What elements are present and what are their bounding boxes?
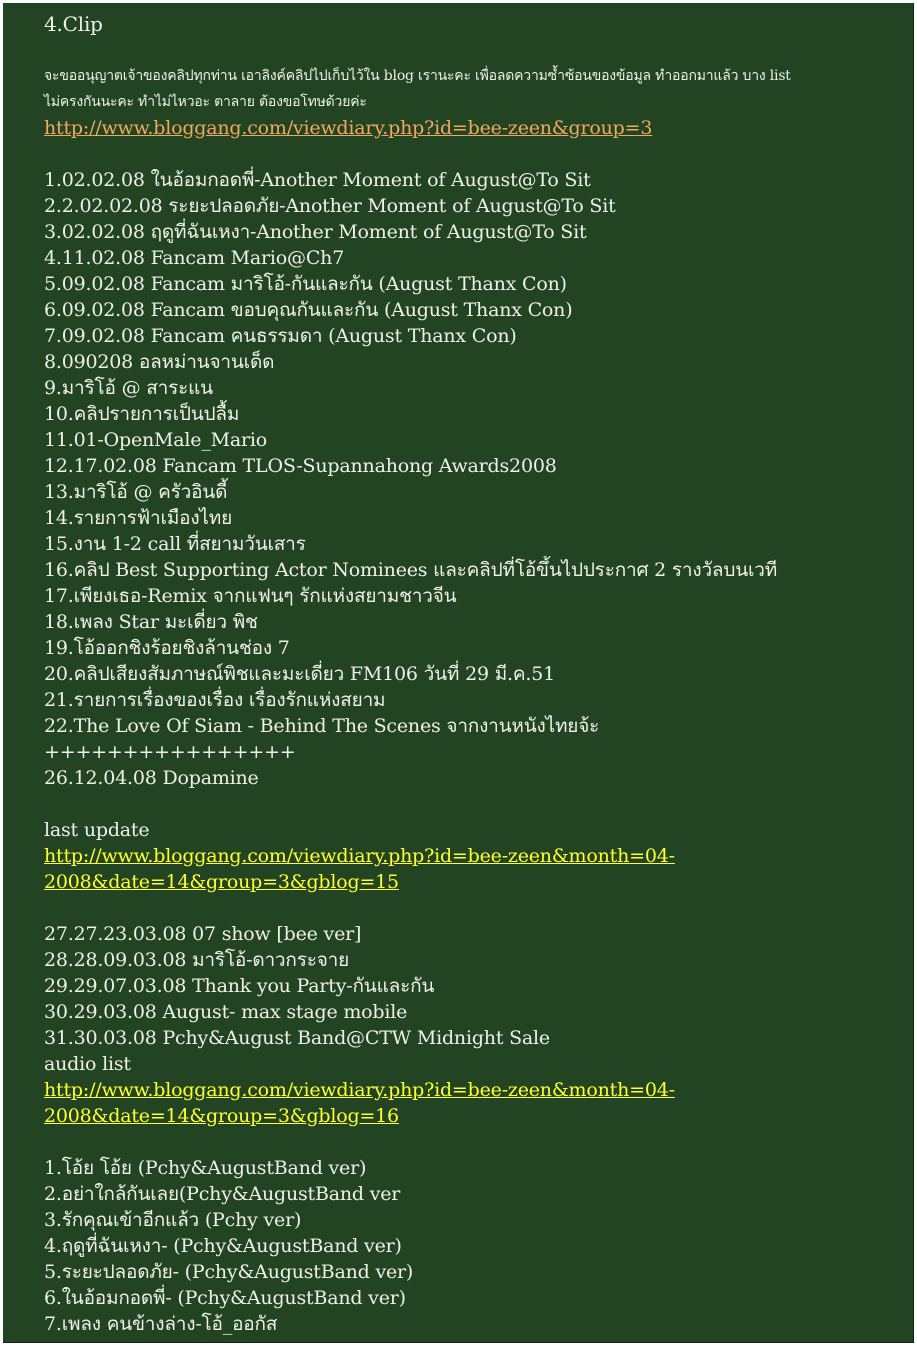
list-item: 30.29.03.08 August- max stage mobile — [44, 1001, 408, 1023]
blog-content — [44, 11, 884, 1337]
list-item: 31.30.03.08 Pchy&August Band@CTW Midnight Sale — [44, 1027, 550, 1049]
list-item: 4.ฤดูที่ฉันเหงา- (Pchy&AugustBand ver) — [44, 1235, 402, 1257]
clip-list-2 — [44, 921, 884, 1051]
spacer — [44, 37, 884, 63]
list-item: 1.02.02.08 ในอ้อมกอดพี่-Another Moment of August@To Sit — [44, 169, 591, 191]
list-item: 15.งาน 1-2 call ที่สยามวันเสาร — [44, 533, 306, 555]
list-item: 14.รายการฟ้าเมืองไทย — [44, 507, 233, 529]
list-item: 27.27.23.03.08 07 show [bee ver] — [44, 923, 362, 945]
audio-link-row-2 — [44, 1103, 884, 1129]
list-item: 9.มาริโอ้ @ สาระแน — [44, 377, 213, 399]
spacer — [44, 791, 884, 817]
list-item: 19.โอ้ออกชิงร้อยชิงล้านช่อง 7 — [44, 637, 290, 659]
list-item: 4.11.02.08 Fancam Mario@Ch7 — [44, 247, 345, 269]
list-item: 6.ในอ้อมกอดพี่- (Pchy&AugustBand ver) — [44, 1287, 406, 1309]
spacer — [44, 1129, 884, 1155]
list-item: 12.17.02.08 Fancam TLOS-Supannahong Awards2008 — [44, 455, 557, 477]
list-item: 13.มาริโอ้ @ ครัวอินดี้ — [44, 481, 228, 503]
audio-list-label: audio list — [44, 1053, 131, 1075]
audio-link-row-1 — [44, 1077, 884, 1103]
intro-link-row — [44, 115, 884, 141]
list-item: 5.ระยะปลอดภัย- (Pchy&AugustBand ver) — [44, 1261, 414, 1283]
list-item: 3.02.02.08 ฤดูที่ฉันเหงา-Another Moment of August@To Sit — [44, 221, 587, 243]
last-update-link-continued[interactable]: 2008&date=14&group=3&gblog=15 — [44, 871, 399, 893]
list-item: 29.29.07.03.08 Thank you Party-กันและกัน — [44, 975, 435, 997]
list-item: 21.รายการเรื่องของเรื่อง เรื่องรักแห่งสยาม — [44, 689, 386, 711]
last-update-link-row-2 — [44, 869, 884, 895]
audio-list — [44, 1155, 884, 1337]
list-item: 17.เพียงเธอ-Remix จากแฟนๆ รักแห่งสยามชาวจีน — [44, 585, 457, 607]
spacer — [44, 141, 884, 167]
list-item: 1.โอ้ย โอ้ย (Pchy&AugustBand ver) — [44, 1157, 367, 1179]
intro-line-2: ไม่ครงกันนะคะ ทำไม่ไหวอะ ตาลาย ต้องขอโทษด้วยค่ะ — [44, 94, 367, 110]
spacer — [44, 895, 884, 921]
list-item: 22.The Love Of Siam - Behind The Scenes จากงานหนังไทยจ้ะ — [44, 715, 600, 737]
list-item: 6.09.02.08 Fancam ขอบคุณกันและกัน (August Thanx Con) — [44, 299, 573, 321]
content-panel — [3, 3, 914, 1343]
list-item: 7.เพลง คนข้างล่าง-โอ้_ออกัส — [44, 1313, 278, 1335]
section-title: 4.Clip — [44, 12, 103, 36]
list-item: 26.12.04.08 Dopamine — [44, 767, 259, 789]
last-update-link-row-1 — [44, 843, 884, 869]
list-separator: ++++++++++++++++ — [44, 741, 296, 763]
list-item: 2.2.02.02.08 ระยะปลอดภัย-Another Moment of August@To Sit — [44, 195, 616, 217]
audio-list-link-continued[interactable]: 2008&date=14&group=3&gblog=16 — [44, 1105, 399, 1127]
clip-list — [44, 167, 884, 791]
list-item: 5.09.02.08 Fancam มาริโอ้-กันและกัน (August Thanx Con) — [44, 273, 567, 295]
list-item: 3.รักคุณเข้าอีกแล้ว (Pchy ver) — [44, 1209, 302, 1231]
list-item: 28.28.09.03.08 มาริโอ้-ดาวกระจาย — [44, 949, 350, 971]
intro-line-1: จะขออนุญาตเจ้าของคลิปทุกท่าน เอาลิงค์คลิปไปเก็บไว้ใน blog เรานะคะ เพื่อลดความซ้ำซ้อนของข้อมูล ทำออกมาแล้ว บาง list — [44, 68, 791, 84]
list-item: 8.090208 อลหม่านจานเด็ด — [44, 351, 275, 373]
list-item: 7.09.02.08 Fancam คนธรรมดา (August Thanx Con) — [44, 325, 517, 347]
list-item: 16.คลิป Best Supporting Actor Nominees และคลิปที่โอ้ขึ้นไปประกาศ 2 รางวัลบนเวที — [44, 559, 778, 581]
list-item: 20.คลิปเสียงสัมภาษณ์พิชและมะเดี่ยว FM106 วันที่ 29 มี.ค.51 — [44, 663, 555, 685]
list-item: 2.อย่าใกล้กันเลย(Pchy&AugustBand ver — [44, 1183, 401, 1205]
list-item: 11.01-OpenMale_Mario — [44, 429, 268, 451]
list-item: 18.เพลง Star มะเดี่ยว พิช — [44, 611, 258, 633]
last-update-label: last update — [44, 819, 150, 841]
blog-group-link[interactable]: http://www.bloggang.com/viewdiary.php?id=bee-zeen&group=3 — [44, 117, 653, 139]
audio-list-link[interactable]: http://www.bloggang.com/viewdiary.php?id=bee-zeen&month=04- — [44, 1079, 675, 1101]
list-item: 10.คลิปรายการเป็นปลื้ม — [44, 403, 240, 425]
last-update-link[interactable]: http://www.bloggang.com/viewdiary.php?id=bee-zeen&month=04- — [44, 845, 675, 867]
